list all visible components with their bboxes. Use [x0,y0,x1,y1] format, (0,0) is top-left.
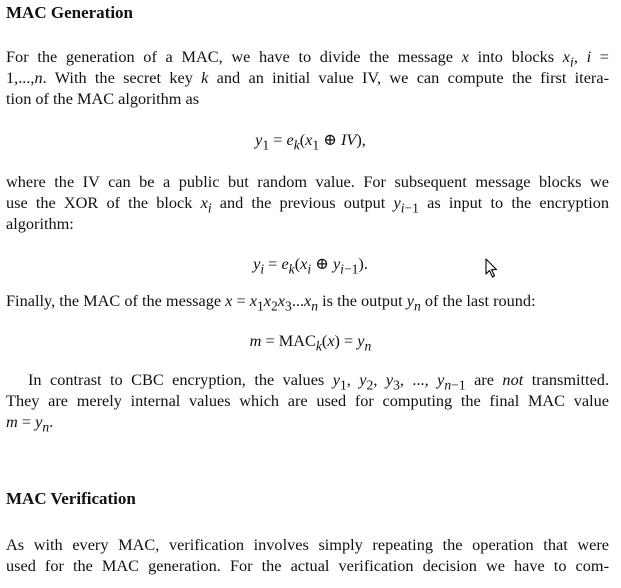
section-heading-mac-generation: MAC Generation [6,3,134,22]
section-heading-mac-verification: MAC Verification [6,489,136,508]
paragraph-line: used for the MAC generation. For the actual verification decision we have to com- [6,556,609,575]
equation-2: $y_i = e_k(x_i$ ⊕ $y_{i-1}$). [253,254,368,277]
paragraph-line: They are merely internal values which are used for computing the final MAC value [6,391,609,410]
paragraph-line: $m = y_n$. [6,412,54,435]
paragraph-line: use the XOR of the block $x_i$ and the previous output $y_{i-1}$ as input to the encryption [6,193,609,216]
paragraph-line: In contrast to CBC encryption, the values $y_1$, $y_2$, $y_3$, ..., $y_{n-1}$ are not transmitted. [28,370,610,393]
paragraph-line: tion of the MAC algorithm as [6,89,200,108]
paragraph-line: 1,...,n. With the secret key k and an initial value IV, we can compute the first itera- [6,68,610,87]
paragraph-line: algorithm: [6,214,74,233]
equation-3: $m = MAC_k(x) = y_n$ [249,331,372,354]
paragraph-line: Finally, the MAC of the message $x = x_1x_2x_3...x_n$ is the output $y_n$ of the last round: [6,291,536,314]
paragraph-line: As with every MAC, verification involves simply repeating the operation that were [6,535,609,554]
paragraph-line: where the IV can be a public but random value. For subsequent message blocks we [6,172,609,191]
paragraph-line: For the generation of a MAC, we have to divide the message x into blocks $x_i$, i = [6,47,609,70]
mouse-pointer-icon [485,258,499,278]
equation-1: $y_1 = e_k(x_1$ ⊕ IV), [255,130,366,153]
